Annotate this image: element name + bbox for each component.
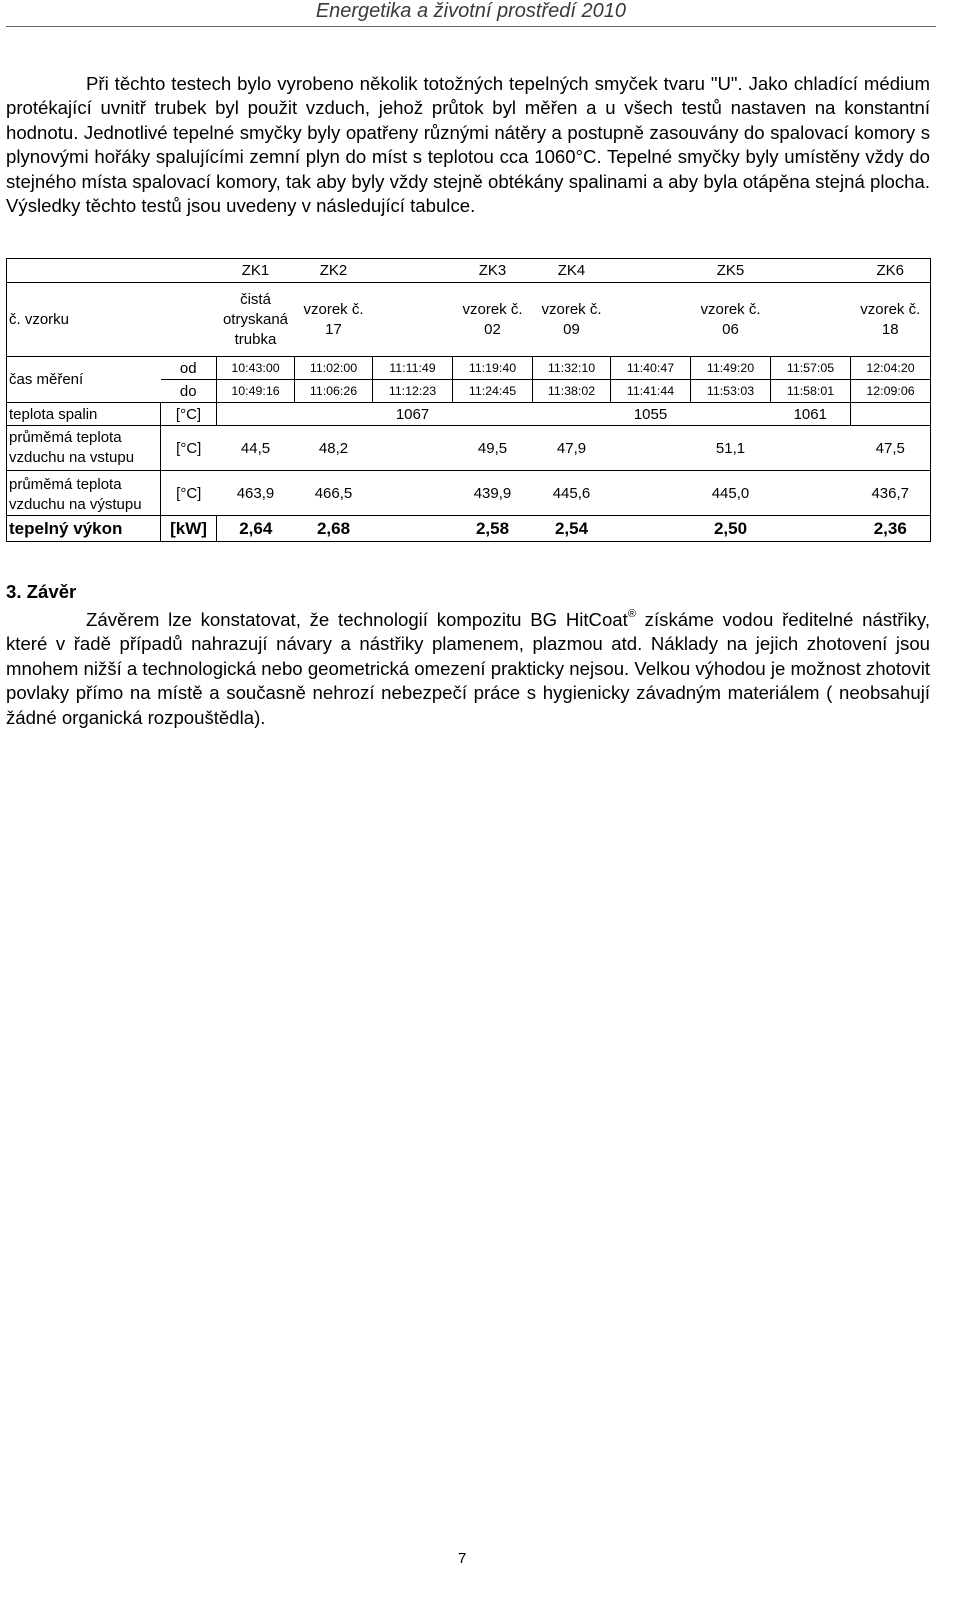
conclusion-text-rest: získáme vodou ředitelné nástřiky, které v řadě případů nahrazují návary a nástřiky plamenem, plazmou atd. Náklady na jejich zhotovení jsou mnohem nižší a technologická nebo geometrická omezení prakticky nejsou. Velkou výhodou je možnost zhotovit povlaky přímo na místě a současně nehrozí nebezpečí práce s hygienicky závadným materiálem ( neobsahují žádné organická rozpouštědla). bbox=[6, 609, 930, 728]
time-cell: 12:09:06 bbox=[851, 380, 931, 403]
sample-label: č. vzorku bbox=[7, 283, 161, 357]
time-cell: 11:02:00 bbox=[295, 357, 373, 380]
zk-header: ZK1 bbox=[217, 259, 295, 283]
zk-header: ZK2 bbox=[295, 259, 373, 283]
time-cell: 11:11:49 bbox=[373, 357, 453, 380]
sample-name: vzorek č. 09 bbox=[533, 283, 611, 357]
to-label: do bbox=[161, 380, 217, 403]
intro-text: Při těchto testech bylo vyrobeno několik totožných tepelných smyček tvaru "U". Jako chladící médium protékající uvnitř trubek byl použit vzduch, jehož průtok byl měřen a u všech testů nastaven na konstantní hodnotu. Jednotlivé tepelné smyčky byly opatřeny různými nátěry a postupně zasouvány do spalovací komory s plynovými hořáky spalujícími zemní plyn do míst s teplotou cca 1060°C. Tepelné smyčky byly umístěny vždy do stejného místa spalovací komory, tak aby byly vždy stejně obtékány spalinami a aby byla otápěna stejná plocha. Výsledky těchto testů jsou uvedeny v následující tabulce. bbox=[6, 73, 930, 217]
results-table bbox=[6, 258, 931, 542]
time-cell: 11:41:44 bbox=[611, 380, 691, 403]
time-cell: 11:32:10 bbox=[533, 357, 611, 380]
heat-output-value: 2,58 bbox=[453, 516, 533, 542]
heat-output-value: 2,36 bbox=[851, 516, 931, 542]
sample-name: vzorek č. 02 bbox=[453, 283, 533, 357]
time-cell: 11:58:01 bbox=[771, 380, 851, 403]
time-cell: 11:40:47 bbox=[611, 357, 691, 380]
conclusion-paragraph bbox=[6, 602, 930, 730]
outlet-temp-value: 466,5 bbox=[295, 471, 373, 516]
flue-gas-label: teplota spalin bbox=[7, 403, 161, 426]
flue-gas-value: 1067 bbox=[373, 403, 453, 426]
time-cell: 11:19:40 bbox=[453, 357, 533, 380]
page-header bbox=[0, 0, 960, 50]
unit-cell: [°C] bbox=[161, 426, 217, 471]
section-title: 3. Závěr bbox=[6, 581, 77, 602]
time-cell: 12:04:20 bbox=[851, 357, 931, 380]
time-cell: 11:38:02 bbox=[533, 380, 611, 403]
time-cell: 11:49:20 bbox=[691, 357, 771, 380]
outlet-temp-value: 445,6 bbox=[533, 471, 611, 516]
outlet-temp-value: 445,0 bbox=[691, 471, 771, 516]
inlet-temp-value: 44,5 bbox=[217, 426, 295, 471]
inlet-temp-value: 48,2 bbox=[295, 426, 373, 471]
header-title: Energetika a životní prostředí 2010 bbox=[315, 0, 626, 22]
zk-header: ZK5 bbox=[691, 259, 771, 283]
inlet-temp-value: 49,5 bbox=[453, 426, 533, 471]
zk-header: ZK3 bbox=[453, 259, 533, 283]
sample-name: vzorek č. 18 bbox=[851, 283, 931, 357]
inlet-temp-value: 47,9 bbox=[533, 426, 611, 471]
sample-name: vzorek č. 17 bbox=[295, 283, 373, 357]
heat-output-value: 2,50 bbox=[691, 516, 771, 542]
unit-cell: [°C] bbox=[161, 403, 217, 426]
intro-paragraph bbox=[6, 72, 930, 218]
outlet-temp-value: 463,9 bbox=[217, 471, 295, 516]
time-cell: 10:43:00 bbox=[217, 357, 295, 380]
sample-name: čistá otryskaná trubka bbox=[217, 283, 295, 357]
time-cell: 11:53:03 bbox=[691, 380, 771, 403]
time-label: čas měření bbox=[7, 357, 161, 403]
from-label: od bbox=[161, 357, 217, 380]
outlet-temp-value: 439,9 bbox=[453, 471, 533, 516]
outlet-temp-label: průměmá teplota vzduchu na výstupu bbox=[7, 471, 161, 516]
heat-output-unit: [kW] bbox=[161, 516, 217, 542]
inlet-temp-value: 47,5 bbox=[851, 426, 931, 471]
heat-output-value: 2,54 bbox=[533, 516, 611, 542]
time-cell: 11:57:05 bbox=[771, 357, 851, 380]
flue-gas-value: 1061 bbox=[771, 403, 851, 426]
heat-output-value: 2,64 bbox=[217, 516, 295, 542]
page-number: 7 bbox=[458, 1550, 467, 1567]
heat-output-value: 2,68 bbox=[295, 516, 373, 542]
time-cell: 11:24:45 bbox=[453, 380, 533, 403]
registered-mark: ® bbox=[627, 608, 636, 620]
heat-output-label: tepelný výkon bbox=[7, 516, 161, 542]
zk-header: ZK4 bbox=[533, 259, 611, 283]
inlet-temp-value: 51,1 bbox=[691, 426, 771, 471]
unit-cell: [°C] bbox=[161, 471, 217, 516]
time-cell: 11:12:23 bbox=[373, 380, 453, 403]
inlet-temp-label: průměmá teplota vzduchu na vstupu bbox=[7, 426, 161, 471]
header-rule bbox=[6, 26, 936, 27]
conclusion-text-start: Závěrem lze konstatovat, že technologií kompozitu BG HitCoat bbox=[86, 609, 628, 630]
sample-name: vzorek č. 06 bbox=[691, 283, 771, 357]
outlet-temp-value: 436,7 bbox=[851, 471, 931, 516]
time-cell: 10:49:16 bbox=[217, 380, 295, 403]
zk-header: ZK6 bbox=[851, 259, 931, 283]
time-cell: 11:06:26 bbox=[295, 380, 373, 403]
flue-gas-value: 1055 bbox=[611, 403, 691, 426]
table-corner bbox=[7, 259, 161, 283]
